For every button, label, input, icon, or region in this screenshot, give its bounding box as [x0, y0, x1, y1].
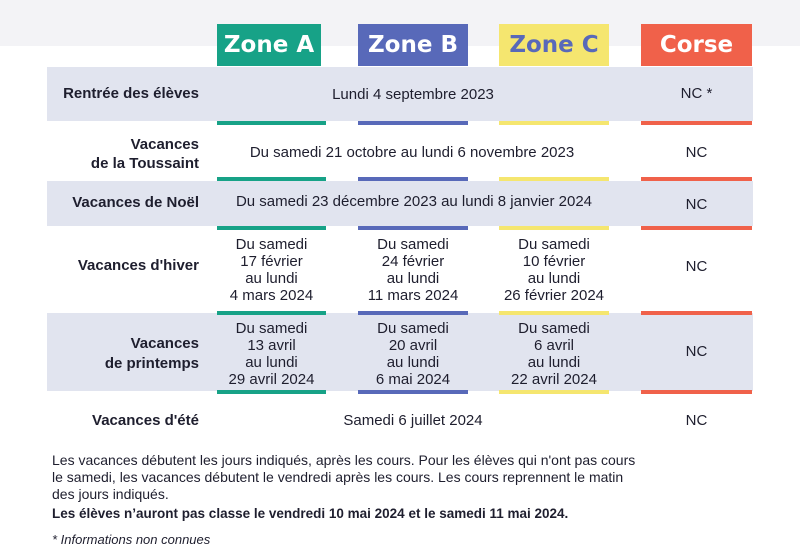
note-line-2: le samedi, les vacances débutent le vendredi après les cours. Les cours reprennent le matin — [52, 469, 624, 485]
cell-printemps-zone-b — [354, 320, 472, 388]
cell-ete-all: Samedi 6 juillet 2024 — [343, 412, 483, 429]
cell-line: Du samedi — [518, 236, 590, 253]
cell-hiver-zone-b — [354, 236, 472, 304]
divider-corse-5 — [641, 390, 752, 394]
cell-hiver-zone-c — [494, 236, 614, 304]
divider-a-3 — [217, 226, 326, 230]
divider-corse-1 — [641, 121, 752, 125]
cell-toussaint-all: Du samedi 21 octobre au lundi 6 novembre 2023 — [249, 144, 575, 161]
header-zone-c: Zone C — [499, 24, 609, 66]
divider-corse-4 — [641, 311, 752, 315]
cell-line: Du samedi — [377, 236, 449, 253]
header-zone-a: Zone A — [217, 24, 321, 66]
cell-hiver-zone-a — [213, 236, 330, 304]
cell-line: 22 avril 2024 — [511, 371, 597, 388]
cell-line: 26 février 2024 — [503, 287, 605, 304]
divider-b-2 — [358, 177, 468, 181]
cell-line: 10 février — [522, 253, 586, 270]
divider-b-1 — [358, 121, 468, 125]
cell-rentree-corse: NC * — [680, 85, 713, 102]
header-corse: Corse — [641, 24, 752, 66]
cell-line: 24 février — [381, 253, 445, 270]
cell-line: 6 mai 2024 — [375, 371, 451, 388]
cell-line: Du samedi — [518, 320, 590, 337]
divider-a-5 — [217, 390, 326, 394]
header-zone-b: Zone B — [358, 24, 468, 66]
cell-line: au lundi — [527, 354, 581, 371]
cell-noel-corse: NC — [685, 196, 708, 213]
cell-line: au lundi — [386, 354, 440, 371]
cell-line: 13 avril — [247, 337, 296, 354]
cell-line: au lundi — [386, 270, 440, 287]
cell-line: 11 mars 2024 — [367, 287, 459, 304]
cell-rentree-all: Lundi 4 septembre 2023 — [332, 86, 494, 103]
cell-line: 17 février — [240, 253, 303, 270]
cell-hiver-corse: NC — [685, 258, 708, 275]
note-line-3: des jours indiqués. — [52, 486, 169, 502]
divider-c-4 — [499, 311, 609, 315]
cell-line: Du samedi — [235, 236, 308, 253]
cell-line: 6 avril — [533, 337, 574, 354]
cell-printemps-zone-c — [494, 320, 614, 388]
divider-c-3 — [499, 226, 609, 230]
cell-line: 29 avril 2024 — [228, 371, 315, 388]
divider-corse-3 — [641, 226, 752, 230]
cell-toussaint-corse: NC — [685, 144, 708, 161]
cell-line: Du samedi — [377, 320, 449, 337]
label-printemps-1: Vacances — [130, 335, 199, 352]
label-printemps-2: de printemps — [104, 355, 199, 372]
divider-corse-2 — [641, 177, 752, 181]
footnote: * Informations non connues — [52, 532, 211, 547]
cell-ete-corse: NC — [685, 412, 708, 429]
cell-line: 4 mars 2024 — [229, 287, 314, 304]
cell-printemps-zone-a — [213, 320, 330, 388]
note-line-1: Les vacances débutent les jours indiqués, après les cours. Pour les élèves qui n'ont pas cours — [52, 452, 636, 468]
divider-b-3 — [358, 226, 468, 230]
label-noel: Vacances de Noël — [72, 194, 199, 211]
cell-line: au lundi — [527, 270, 581, 287]
divider-c-1 — [499, 121, 609, 125]
cell-line: 20 avril — [388, 337, 438, 354]
divider-c-5 — [499, 390, 609, 394]
cell-noel-all: Du samedi 23 décembre 2023 au lundi 8 janvier 2024 — [235, 193, 593, 210]
divider-b-5 — [358, 390, 468, 394]
cell-printemps-corse: NC — [685, 343, 708, 360]
cell-line: au lundi — [245, 270, 298, 287]
divider-a-1 — [217, 121, 326, 125]
label-toussaint-1: Vacances — [130, 136, 199, 153]
divider-a-2 — [217, 177, 326, 181]
label-rentree: Rentrée des élèves — [63, 85, 199, 102]
label-hiver: Vacances d'hiver — [77, 257, 199, 274]
divider-b-4 — [358, 311, 468, 315]
cell-line: au lundi — [245, 354, 298, 371]
note-bold: Les élèves n’auront pas classe le vendredi 10 mai 2024 et le samedi 11 mai 2024. — [52, 506, 569, 521]
cell-line: Du samedi — [235, 320, 308, 337]
label-ete: Vacances d'été — [92, 412, 199, 429]
label-toussaint-2: de la Toussaint — [90, 155, 199, 172]
divider-c-2 — [499, 177, 609, 181]
divider-a-4 — [217, 311, 326, 315]
